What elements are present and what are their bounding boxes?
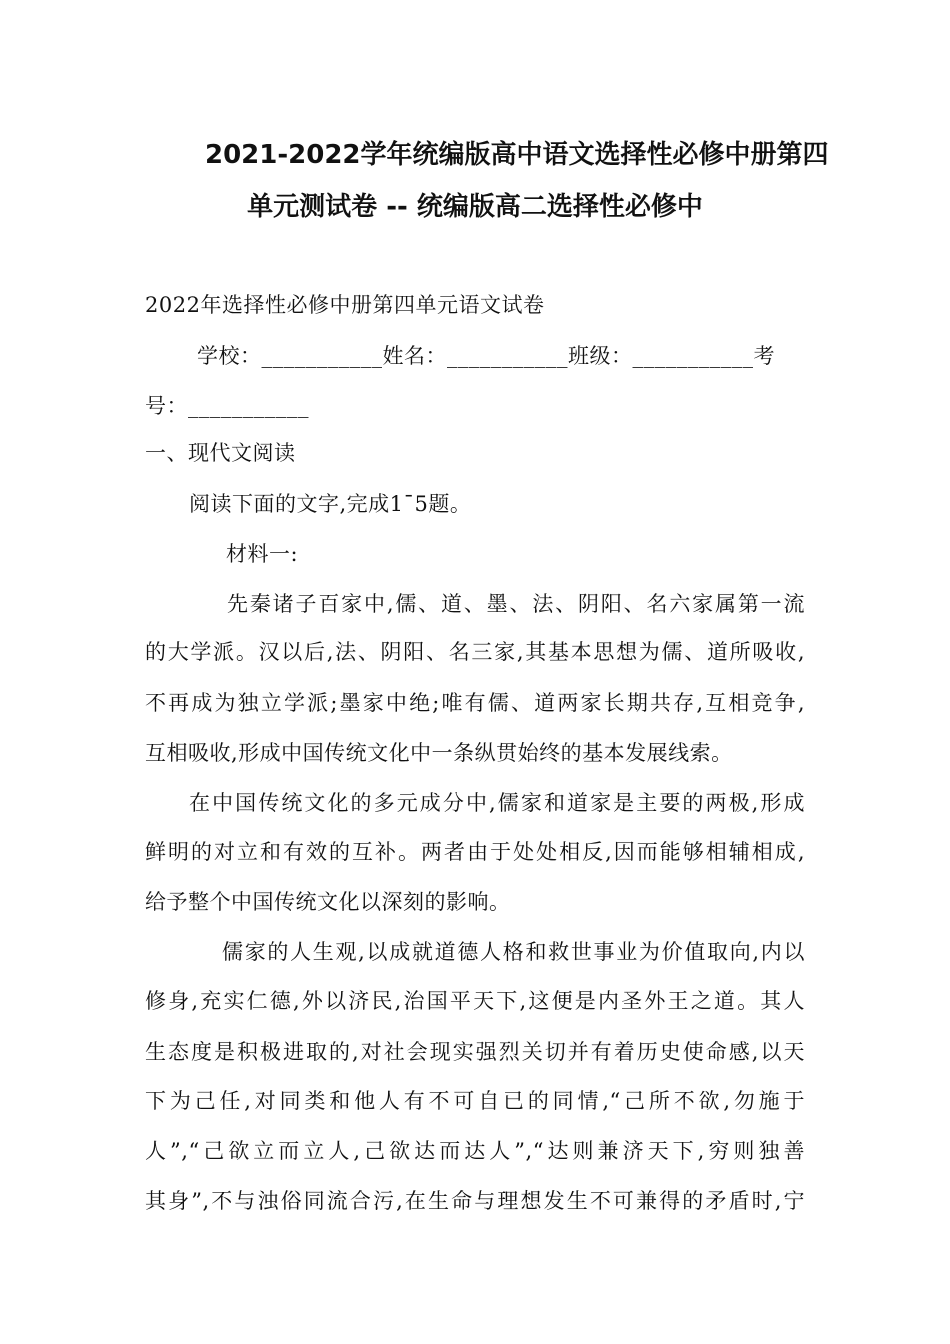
- student-info-line-1: 学校：___________姓名：___________班级：___________考: [197, 344, 775, 368]
- exam-subtitle: 2022年选择性必修中册第四单元语文试卷: [145, 293, 545, 317]
- student-info-line-2: 号：___________: [145, 394, 309, 418]
- paragraph-line: 互相吸收,形成中国传统文化中一条纵贯始终的基本发展线索。: [145, 741, 733, 765]
- paragraph-line: 生态度是积极进取的,对社会现实强烈关切并有着历史使命感,以天: [145, 1040, 805, 1064]
- document-title-line-2: 单元测试卷 -- 统编版高二选择性必修中: [247, 192, 703, 222]
- paragraph-line: 的大学派。汉以后,法、阴阳、名三家,其基本思想为儒、道所吸收,: [145, 640, 805, 664]
- paragraph-line: 修身,充实仁德,外以济民,治国平天下,这便是内圣外王之道。其人: [145, 989, 805, 1013]
- paragraph-line: 人”,“己欲立而立人,己欲达而达人”,“达则兼济天下,穷则独善: [145, 1139, 805, 1163]
- document-title-line-1: 2021-2022学年统编版高中语文选择性必修中册第四: [205, 140, 829, 170]
- paragraph-line: 鲜明的对立和有效的互补。两者由于处处相反,因而能够相辅相成,: [145, 840, 805, 864]
- section-heading: 一、现代文阅读: [145, 441, 296, 465]
- paragraph-line: 不再成为独立学派;墨家中绝;唯有儒、道两家长期共存,互相竞争,: [145, 691, 805, 715]
- paragraph-line: 下为己任,对同类和他人有不可自已的同情,“己所不欲,勿施于: [145, 1089, 805, 1113]
- paragraph-line: 在中国传统文化的多元成分中,儒家和道家是主要的两极,形成: [189, 791, 805, 815]
- paragraph-line: 儒家的人生观,以成就道德人格和救世事业为价值取向,内以: [222, 940, 805, 964]
- paragraph-line: 先秦诸子百家中,儒、道、墨、法、阴阳、名六家属第一流: [227, 592, 805, 616]
- material-label: 材料一:: [226, 542, 299, 566]
- paragraph-line: 给予整个中国传统文化以深刻的影响。: [145, 890, 511, 914]
- paragraph-line: 其身”,不与浊俗同流合污,在生命与理想发生不可兼得的矛盾时,宁: [145, 1189, 805, 1213]
- reading-instruction: 阅读下面的文字,完成1¯5题。: [189, 492, 472, 516]
